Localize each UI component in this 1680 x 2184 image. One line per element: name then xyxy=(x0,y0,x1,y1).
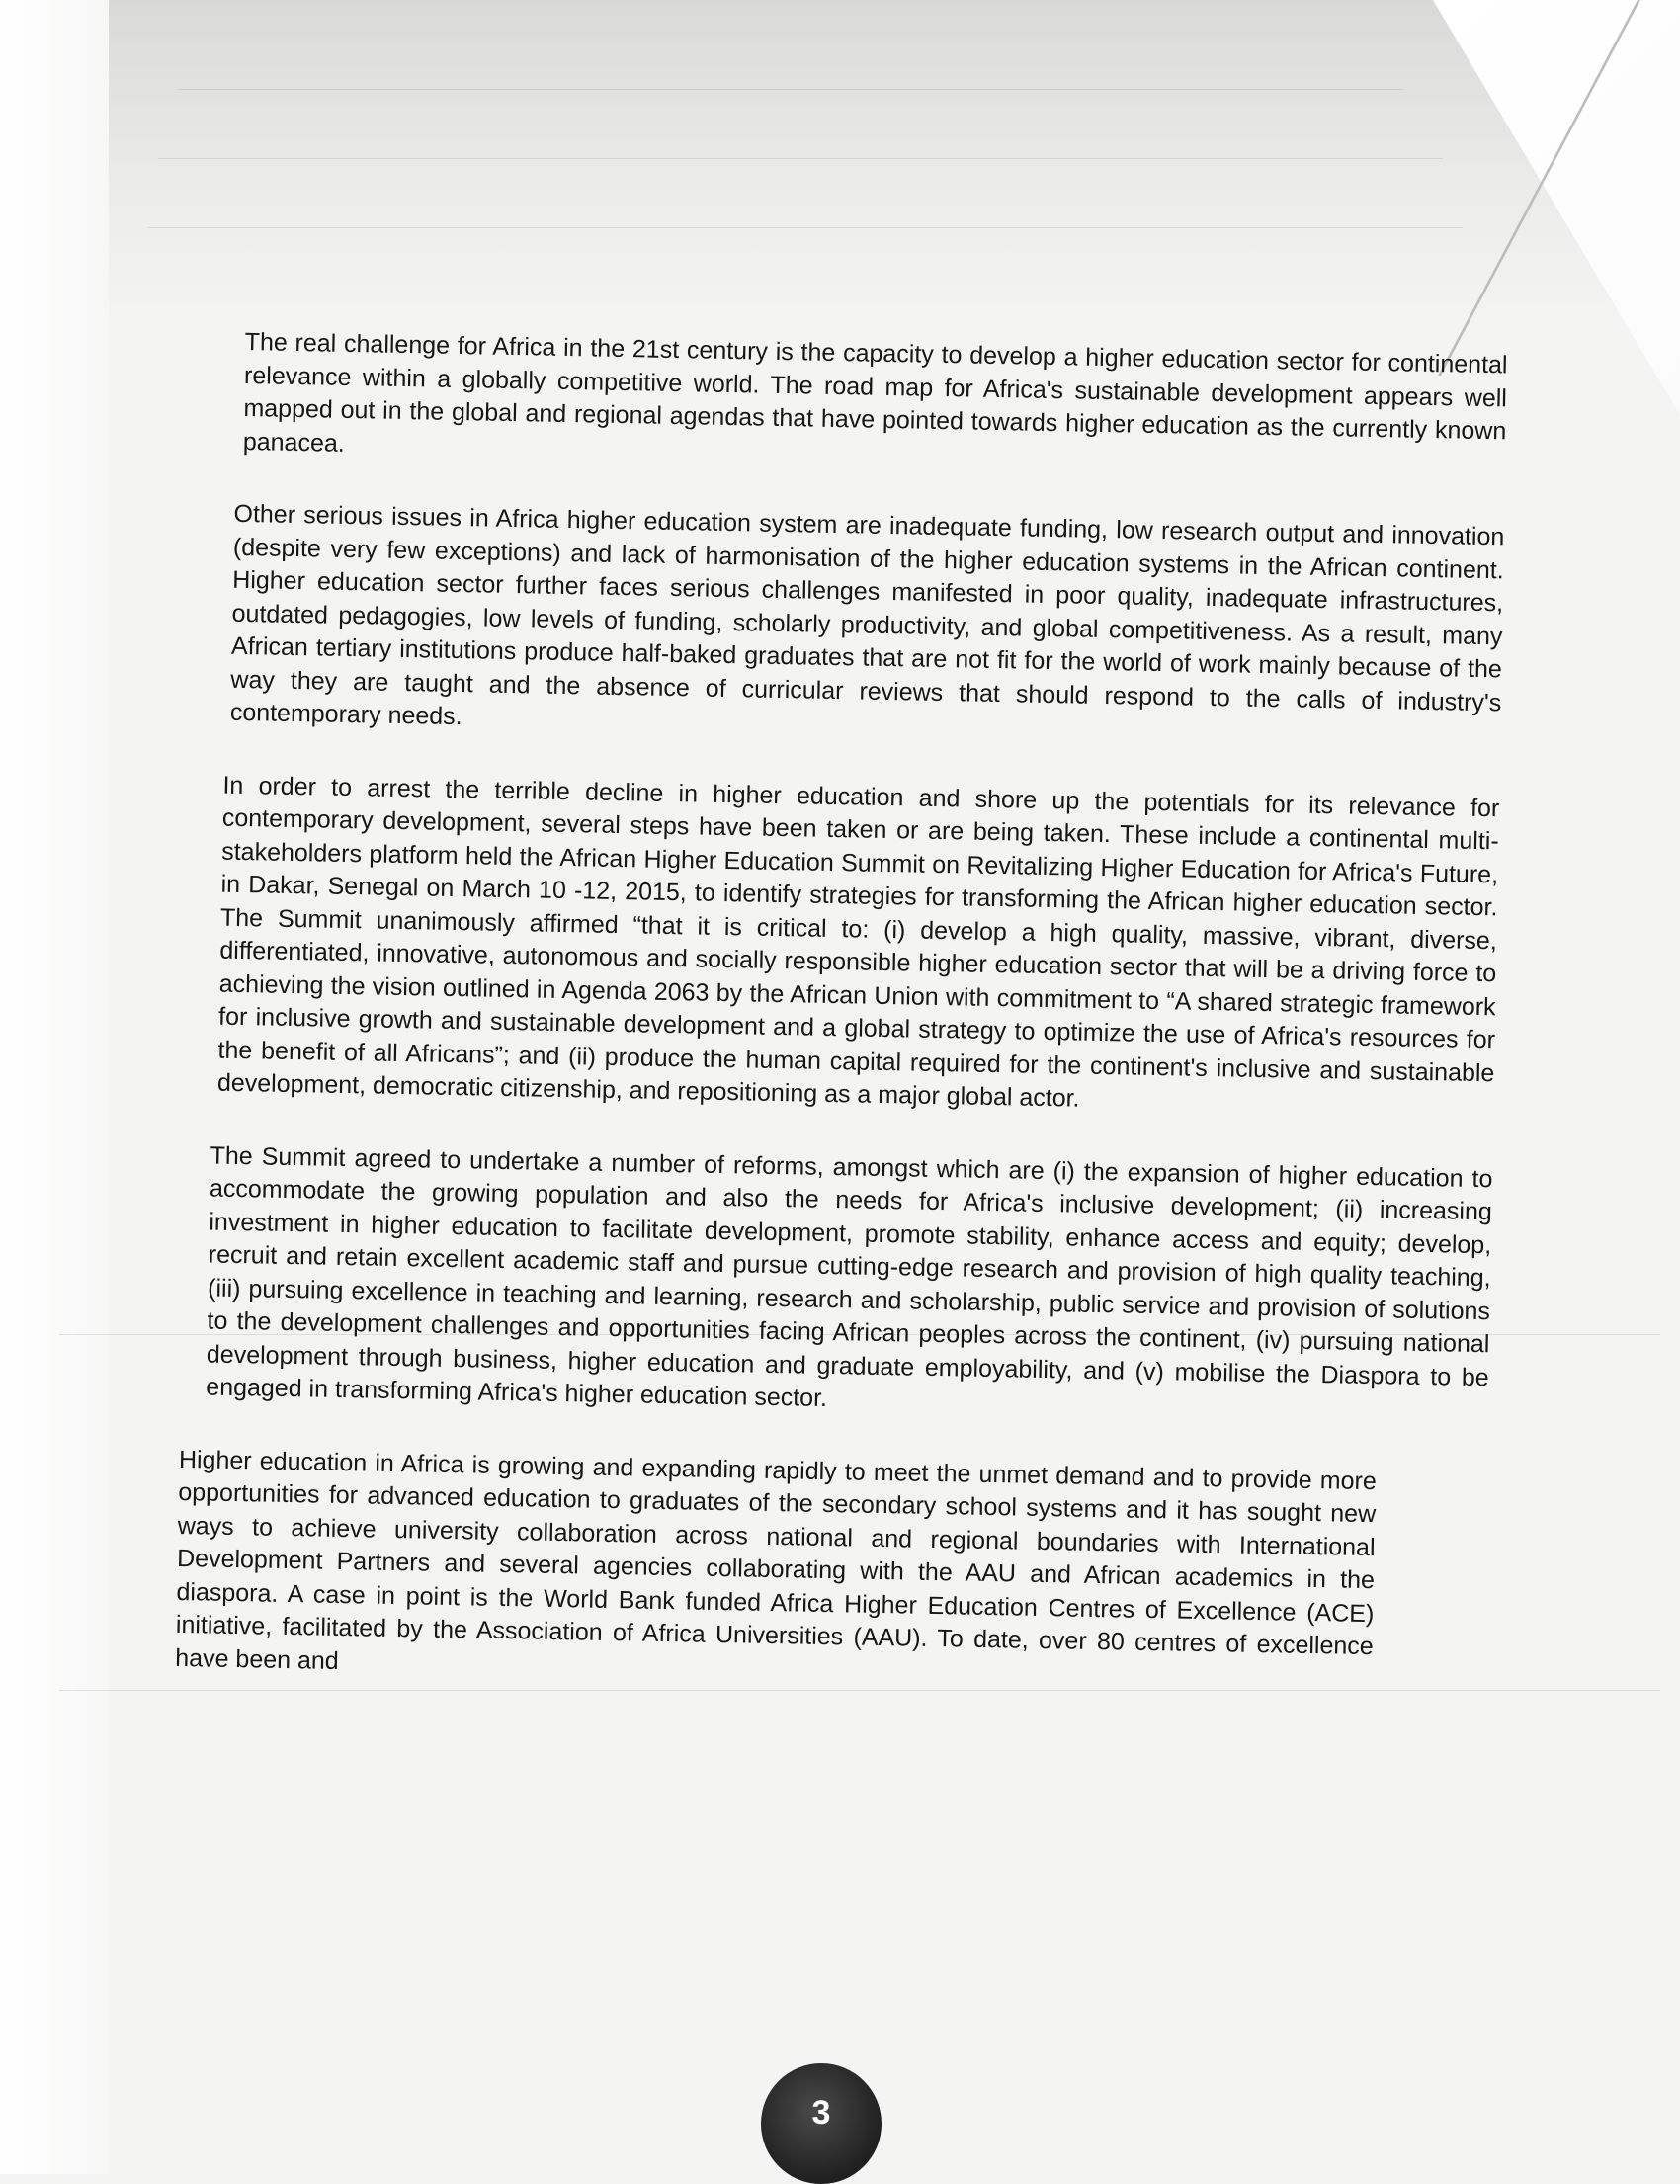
paragraph-4: The Summit agreed to undertake a number of reforms, amongst which are (i) the expansion of higher education to accommodate the growing population and also the needs for Africa's inclusive development; (ii) increasing investment in higher education to facilitate development, promote stability, enhance access and equity; develop, recruit and retain excellent academic staff and pursue cutting-edge research and provision of high quality teaching, (iii) pursuing excellence in teaching and learning, research and scholarship, public service and provision of solutions to the development challenges and opportunities facing African peoples across the continent, (iv) pursuing national development through business, higher education and graduate employability, and (v) mobilise the Diaspora to be engaged in transforming Africa's higher education sector. xyxy=(206,1140,1493,1412)
scan-artifact-line xyxy=(158,158,1443,159)
page-number-badge: 3 xyxy=(761,2063,882,2184)
paragraph-1: The real challenge for Africa in the 21st century is the capacity to develop a higher education sector for continental relevance within a globally competitive world. The road map for Africa's sustainable development appears well mapped out in the global and regional agendas that have pointed towards higher education as the currently known panacea. xyxy=(242,327,1508,458)
scan-artifact-line xyxy=(148,227,1463,228)
document-body xyxy=(175,326,1508,1738)
paragraph-2: Other serious issues in Africa higher education system are inadequate funding, low research output and innovation (despite very few exceptions) and lack of harmonisation of the higher education systems in the African continent. Higher education sector further faces serious challenges manifested in poor quality, inadequate infrastructures, outdated pedagogies, low levels of funding, scholarly productivity, and global competitiveness. As a result, many African tertiary institutions produce half-baked graduates that are not fit for the world of work mainly because of the way they are taught and the absence of curricular reviews that should respond to the calls of industry's contemporary needs. xyxy=(229,499,1505,731)
scan-shadow-top xyxy=(0,0,1680,326)
paragraph-5: Higher education in Africa is growing and expanding rapidly to meet the unmet demand and to provide more opportunities for advanced education to graduates of the secondary school systems and it has sought new ways to achieve university collaboration across national and regional boundaries with International Development Partners and several agencies collaborating with the AAU and African academics in the diaspora. A case in point is the World Bank funded Africa Higher Education Centres of Excellence (ACE) initiative, facilitated by the Association of Africa Universities (AAU). To date, over 80 centres of excellence have been and xyxy=(175,1445,1378,1675)
scan-margin-left xyxy=(0,0,109,2174)
paragraph-3: In order to arrest the terrible decline in higher education and shore up the potentials for its relevance for contemporary development, several steps have been taken or are being taken. These include a continental multi-stakeholders platform held the African Higher Education Summit on Revitalizing Higher Education for Africa's Future, in Dakar, Senegal on March 10 -12, 2015, to identify strategies for transforming the African higher education sector. The Summit unanimously affirmed “that it is critical to: (i) develop a high quality, massive, vibrant, diverse, differentiated, innovative, autonomous and socially responsible higher education sector that will be a driving force to achieving the vision outlined in Agenda 2063 by the African Union with commitment to “A shared strategic framework for inclusive growth and sustainable development and a global strategy to optimize the use of Africa's resources for the benefit of all Africans”; and (ii) produce the human capital required for the continent's inclusive and sustainable development, democratic citizenship, and repositioning as a major global actor. xyxy=(216,771,1500,1113)
scan-artifact-line xyxy=(178,89,1403,90)
